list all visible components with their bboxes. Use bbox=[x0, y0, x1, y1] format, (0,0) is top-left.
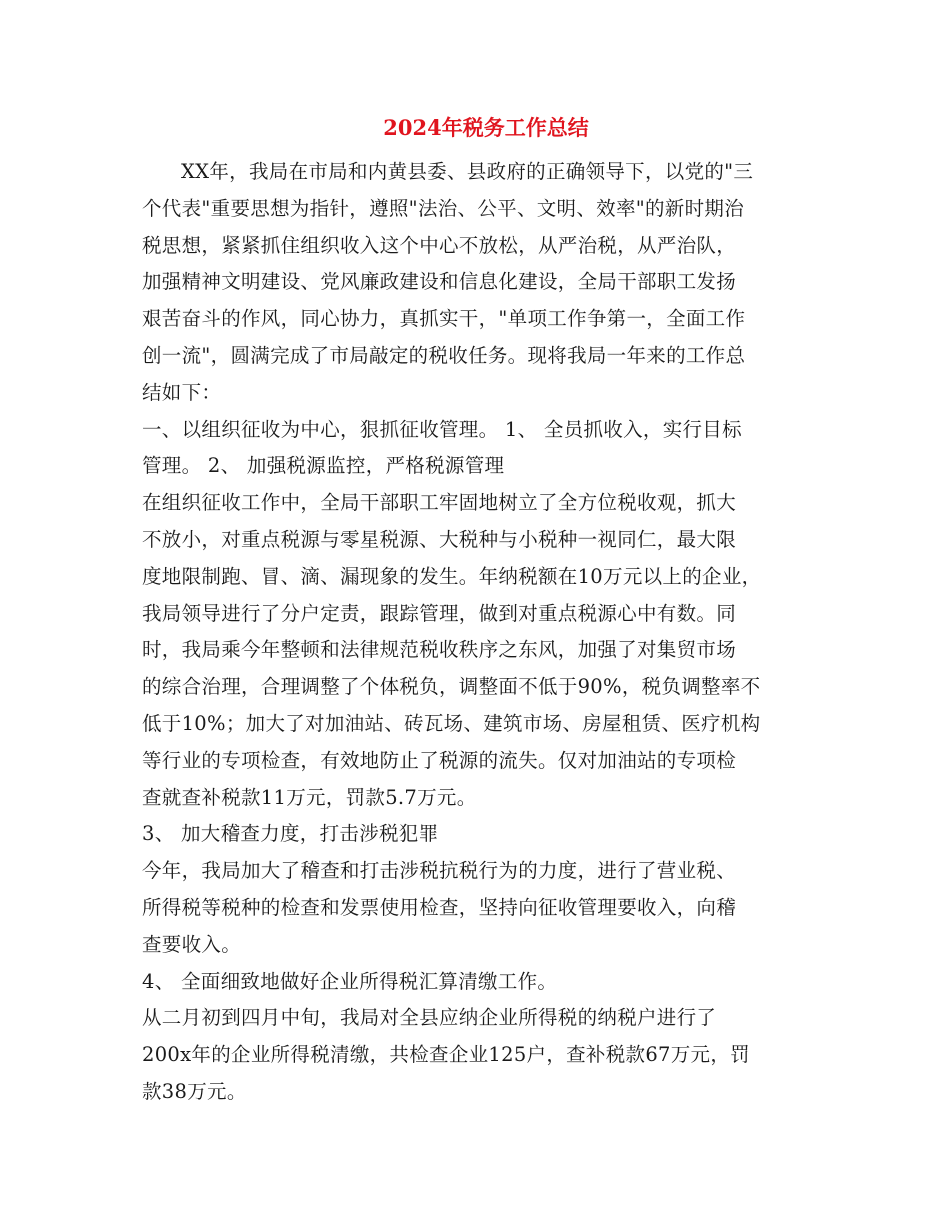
document-title: 2024年税务工作总结 bbox=[383, 115, 589, 140]
text-line: 查要收入。 bbox=[142, 932, 242, 956]
text-line: 今年，我局加大了稽查和打击涉税抗税行为的力度，进行了营业税、 bbox=[142, 859, 737, 883]
text-line: 结如下： bbox=[142, 380, 222, 404]
text-line: XX年，我局在市局和内黄县委、县政府的正确领导下，以党的"三 bbox=[181, 160, 754, 183]
text-line: 加强精神文明建设、党风廉政建设和信息化建设，全局干部职工发扬 bbox=[142, 270, 737, 294]
text-line: 个代表"重要思想为指针，遵照"法治、公平、文明、效率"的新时期治 bbox=[142, 196, 745, 220]
text-line: 所得税等税种的检查和发票使用检查，坚持向征收管理要收入，向稽 bbox=[142, 895, 737, 919]
text-line: 低于10%；加大了对加油站、砖瓦场、建筑市场、房屋租赁、医疗机构 bbox=[142, 711, 761, 735]
text-line: 200x年的企业所得税清缴，共检查企业125户，查补税款67万元，罚 bbox=[142, 1043, 750, 1067]
text-line: 从二月初到四月中旬，我局对全县应纳企业所得税的纳税户进行了 bbox=[142, 1006, 717, 1030]
section-heading: 一、以组织征收为中心，狠抓征收管理。 1、 全员抓收入，实行目标 bbox=[142, 417, 742, 441]
document-body bbox=[142, 154, 820, 1111]
text-line: 不放小，对重点税源与零星税源、大税种与小税种一视同仁，最大限 bbox=[142, 527, 737, 551]
text-line: 款38万元。 bbox=[142, 1079, 247, 1103]
text-line: 度地限制跑、冒、滴、漏现象的发生。年纳税额在10万元以上的企业， bbox=[142, 564, 762, 588]
text-line: 税思想，紧紧抓住组织收入这个中心不放松，从严治税，从严治队， bbox=[142, 233, 737, 257]
text-line: 创一流"，圆满完成了市局敲定的税收任务。现将我局一年来的工作总 bbox=[142, 343, 746, 367]
text-line: 查就查补税款11万元，罚款5.7万元。 bbox=[142, 785, 477, 809]
text-line: 时，我局乘今年整顿和法律规范税收秩序之东风，加强了对集贸市场 bbox=[142, 638, 737, 662]
text-line: 在组织征收工作中，全局干部职工牢固地树立了全方位税收观，抓大 bbox=[142, 491, 737, 515]
section-heading: 4、 全面细致地做好企业所得税汇算清缴工作。 bbox=[142, 969, 558, 993]
text-line: 的综合治理，合理调整了个体税负，调整面不低于90%，税负调整率不 bbox=[142, 675, 761, 699]
text-line: 我局领导进行了分户定责，跟踪管理，做到对重点税源心中有数。同 bbox=[142, 601, 737, 625]
section-heading: 3、 加大稽查力度，打击涉税犯罪 bbox=[142, 822, 439, 846]
text-line: 艰苦奋斗的作风，同心协力，真抓实干，"单项工作争第一，全面工作 bbox=[142, 307, 746, 331]
text-line: 等行业的专项检查，有效地防止了税源的流失。仅对加油站的专项检 bbox=[142, 748, 737, 772]
section-heading: 管理。 2、 加强税源监控，严格税源管理 bbox=[142, 454, 505, 478]
